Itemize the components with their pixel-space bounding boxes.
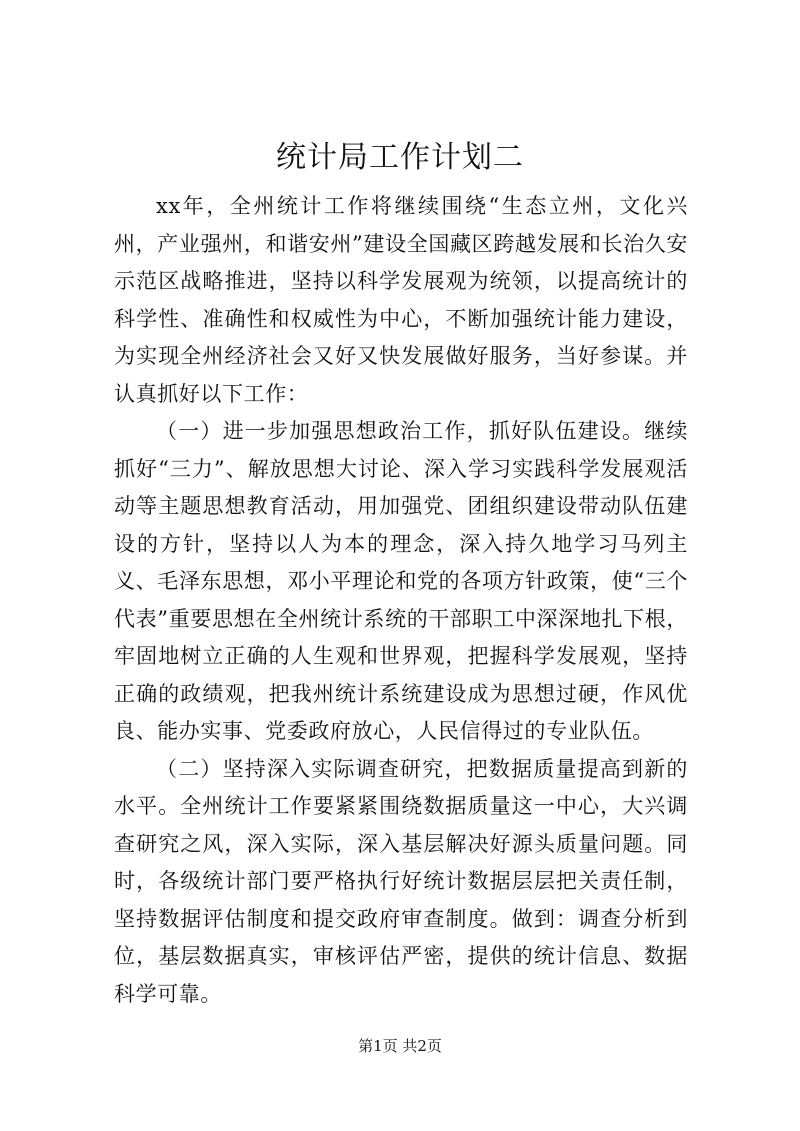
paragraph-section-2: （二）坚持深入实际调查研究，把数据质量提高到新的水平。全州统计工作要紧紧围绕数据质量这一中心，大兴调查研究之风，深入实际，深入基层解决好源头质量问题。同时，各级统计部门要严格执行好统计数据层层把关责任制，坚持数据评估制度和提交政府审查制度。做到：调查分析到位，基层数据真实，审核评估严密，提供的统计信息、数据科学可靠。 — [114, 756, 688, 1006]
document-title: 统计局工作计划二 — [276, 140, 524, 175]
paragraph-section-1: （一）进一步加强思想政治工作，抓好队伍建设。继续抓好“三力”、解放思想大讨论、深入学习实践科学发展观活动等主题思想教育活动，用加强党、团组织建设带动队伍建设的方针，坚持以人为本的理念，深入持久地学习马列主义、毛泽东思想，邓小平理论和党的各项方针政策，使“三个代表”重要思想在全州统计系统的干部职工中深深地扎下根，牢固地树立正确的人生观和世界观，把握科学发展观，坚持正确的政绩观，把我州统计系统建设成为思想过硬，作风优良、能办实事、党委政府放心，人民信得过的专业队伍。 — [114, 419, 688, 743]
paragraph-intro: xx年，全州统计工作将继续围绕“生态立州，文化兴州，产业强州，和谐安州”建设全国藏区跨越发展和长治久安示范区战略推进，坚持以科学发展观为统领，以提高统计的科学性、准确性和权威性为中心，不断加强统计能力建设，为实现全州经济社会又好又快发展做好服务，当好参谋。并认真抓好以下工作： — [114, 194, 688, 406]
page-footer: 第1页 共2页 — [358, 1037, 442, 1055]
document-body — [114, 188, 688, 1013]
